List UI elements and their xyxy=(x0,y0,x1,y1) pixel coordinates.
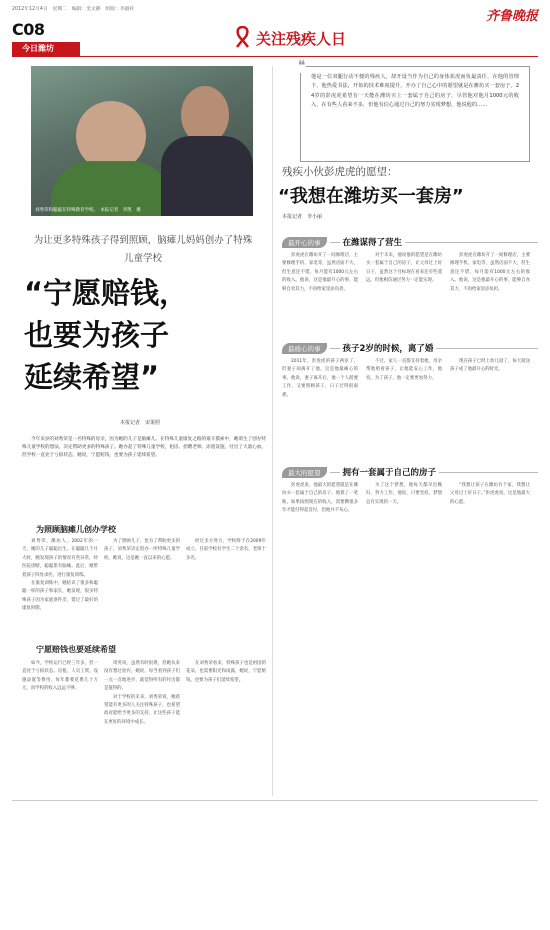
right-section-head-1 xyxy=(282,236,538,248)
section-rule xyxy=(330,472,340,473)
left-section-2-col-2 xyxy=(104,660,180,792)
left-section-2-col-3 xyxy=(186,660,266,792)
right-s3-col-2 xyxy=(366,482,442,582)
right-s2-para: 2011年，彭虎虎的孩子两岁了，但妻子却离开了他，这是他最痛心的事。他说，妻子离开后，他一个人既要工作，又要照顾孩子，日子过得很艰难。 xyxy=(282,359,358,398)
left-s1-para: 经过多方努力，学校终于在2009年成立，目前学校有学生二十余名，老师十多名。 xyxy=(186,539,266,561)
left-byline: 本报记者 宋果照 xyxy=(120,420,161,426)
right-intro-box xyxy=(298,58,530,162)
left-section-1-col-3 xyxy=(186,538,266,626)
section-rule xyxy=(439,472,538,473)
left-s1-para: 为了照顾儿子，也为了帮助更多的孩子，刘秀荣决定创办一所特殊儿童学校，她说，这是她一直以来的心愿。 xyxy=(104,539,180,561)
section-rule xyxy=(405,242,538,243)
left-s1-para: 刘秀荣，潍坊人，2002年的一天，她的儿子聪聪出生。在聪聪几个月大时，她发现孩子的情况有些异常，经医院诊断，聪聪患有脑瘫。此后，她带着孩子四处求医，进行康复训练。 xyxy=(22,539,98,578)
right-kicker: 残疾小伙彭虎虎的愿望： xyxy=(282,166,398,178)
left-s2-para: 对于学校的未来，刘秀荣说，她希望能有更多的人关注特殊孩子，也希望政府能给予更多的支持，让这些孩子能在更好的环境中成长。 xyxy=(104,694,180,725)
section-rule xyxy=(330,348,340,349)
left-section-2-col-1 xyxy=(22,660,98,792)
right-intro: 他是一位双腿行动不便的残疾人，却开设当作为自己的身体状况而负最责任，在他的管理下，他热爱书法，开始的技术难度提升，开办了自己心中的愿望就是在潍坊买一套房子。24岁的彭虎虎希望有一天能在潍坊买上一套属于自己的房子，尽管他对他月1000元的收入，在有些人看来不多，但他有信心通过自己的努力实现梦想，他说他的…… xyxy=(311,74,519,109)
right-section-head-3 xyxy=(282,466,538,478)
right-s1-para: 对于未来，他说他的愿望是在潍坊买一套属于自己的房子，让父母过上好日子，虽然这个目标现在看来还有些遥远，但他相信通过努力一定能实现。 xyxy=(366,253,442,284)
right-s3-col-3 xyxy=(450,482,530,582)
section-title: 在潍谋得了营生 xyxy=(342,238,403,248)
column-divider xyxy=(272,66,273,796)
banner-title: 关注残疾人日 xyxy=(256,30,347,48)
headline-line-2: 也要为孩子 xyxy=(24,318,170,352)
right-headline: “我想在潍坊买一套房” xyxy=(278,186,464,207)
headline-line-1: “宁愿赔钱， xyxy=(24,276,189,310)
photo-caption: 刘秀荣和聪聪在特殊教育学校。 本报记者 李凯 摄 xyxy=(35,208,141,213)
right-s3-col-1 xyxy=(282,482,358,582)
left-headline xyxy=(24,272,264,398)
right-section-head-2 xyxy=(282,342,538,354)
right-s2-para: 现在孩子已经上幼儿园了，每天接送孩子成了他最开心的时光。 xyxy=(450,359,530,373)
section-title: 拥有一套属于自己的房子 xyxy=(342,468,437,478)
section-title: 孩子2岁的时候，离了婚 xyxy=(342,344,434,354)
left-s1-para: 在康复训练中，她结识了很多和聪聪一样的孩子和家长，她发现，很多特殊孩子因为家庭条件差，错过了最好的康复时期。 xyxy=(22,581,98,612)
right-s1-col-1 xyxy=(282,252,358,336)
right-byline: 本报记者 李小丽 xyxy=(282,214,323,220)
section-tag: 最痛心的事 xyxy=(282,343,327,354)
left-lead xyxy=(22,436,266,520)
left-section-1-col-2 xyxy=(104,538,180,626)
lead-text: 今年来岁的刘秀荣是一名特殊的母亲，因为她的儿子是脑瘫儿。在特殊儿童康复之路的艰辛摸索中，她萌生了创办特殊儿童学校的想法，决定帮助更多的特殊孩子。她办起了特殊儿童学校，租房、招聘老师、添置设施，付出了大量心血，但学校一直处于亏损状态，她说，宁愿赔钱，也要为孩子延续希望。 xyxy=(22,437,266,459)
banner-ribbon xyxy=(233,26,252,48)
right-s3-para: “我想让孩子在潍坊有个家，我想让父母过上好日子。”彭虎虎说，这是他最大的心愿。 xyxy=(450,483,530,505)
right-s3-para: 彭虎虎说，他最大的愿望就是在潍坊买一套属于自己的房子。他算了一笔账，如果按照现在的收入，需要攒很多年才能付得起首付，但他并不灰心。 xyxy=(282,483,358,514)
left-s2-para: 在刘秀荣看来，特殊孩子也是祖国的花朵，也需要阳光和雨露，她说，宁愿赔钱，也要为孩子们延续希望。 xyxy=(186,661,266,683)
headline-line-3: 延续希望” xyxy=(24,360,160,394)
left-section-1-col-1 xyxy=(22,538,98,626)
left-subhead: 为让更多特殊孩子得到照顾，脑瘫儿妈妈创办了特殊儿童学校 xyxy=(33,235,253,264)
bottom-rule xyxy=(12,800,538,801)
section-tag: 最开心的事 xyxy=(282,237,327,248)
right-s2-col-3 xyxy=(450,358,530,462)
newspaper-logo: 齐鲁晚报 xyxy=(485,9,538,24)
page-number: C08 xyxy=(12,20,45,39)
left-section-title-2: 宁愿赔钱也要延续希望 xyxy=(36,645,116,654)
photo-figure-right-body xyxy=(161,136,253,216)
quote-mark-open: ❝ xyxy=(298,58,306,74)
left-section-title-1: 为照顾脑瘫儿创办学校 xyxy=(36,525,116,534)
ribbon-icon xyxy=(233,26,252,48)
left-s2-para: 如今，学校运行已经三年多，但一直处于亏损状态。房租、人员工资、设施添置等费用，每年都要花费几十万元，而学校的收入远远不够。 xyxy=(22,661,98,692)
right-s2-col-1 xyxy=(282,358,358,462)
left-s2-para: 周英说，虽然有时很难，但她从来没有想过放弃，她说，每当看到孩子们一点一点地进步，就觉得所有的付出都是值得的。 xyxy=(104,661,180,692)
story-photo xyxy=(31,66,253,216)
right-s1-col-2 xyxy=(366,252,442,336)
right-s2-col-2 xyxy=(366,358,442,462)
right-s1-para: 彭虎虎在潍坊开了一间修理店，主要修理手机、家电等，虽然店面不大，但生意还不错，每月能有1000元左右的收入。他说，这是他最开心的事，能够自食其力，不再给家里添负担。 xyxy=(450,253,530,292)
section-rule xyxy=(330,242,340,243)
header-rule xyxy=(12,56,538,57)
right-s1-col-3 xyxy=(450,252,530,336)
dateline: 2012年12月4日 星期二 编辑：金文静 组版：李淑祥 xyxy=(12,7,135,12)
section-badge: 今日潍坊 xyxy=(12,42,80,56)
right-s2-para: 不过，家人一直都支持着他，母亲帮他照看孩子，让他能安心工作，他说，为了孩子，他一定要更加努力。 xyxy=(366,359,442,381)
right-s3-para: 为了这个梦想，他每天都早出晚归，努力工作，他说，只要坚持，梦想总有实现的一天。 xyxy=(366,483,442,505)
section-rule xyxy=(436,348,538,349)
section-tag: 最大的愿望 xyxy=(282,467,327,478)
right-s1-para: 彭虎虎在潍坊开了一间修理店，主要修理手机、家电等，虽然店面不大，但生意还不错，每月能有1000元左右的收入。他说，这是他最开心的事，能够自食其力，不再给家里添负担。 xyxy=(282,253,358,292)
